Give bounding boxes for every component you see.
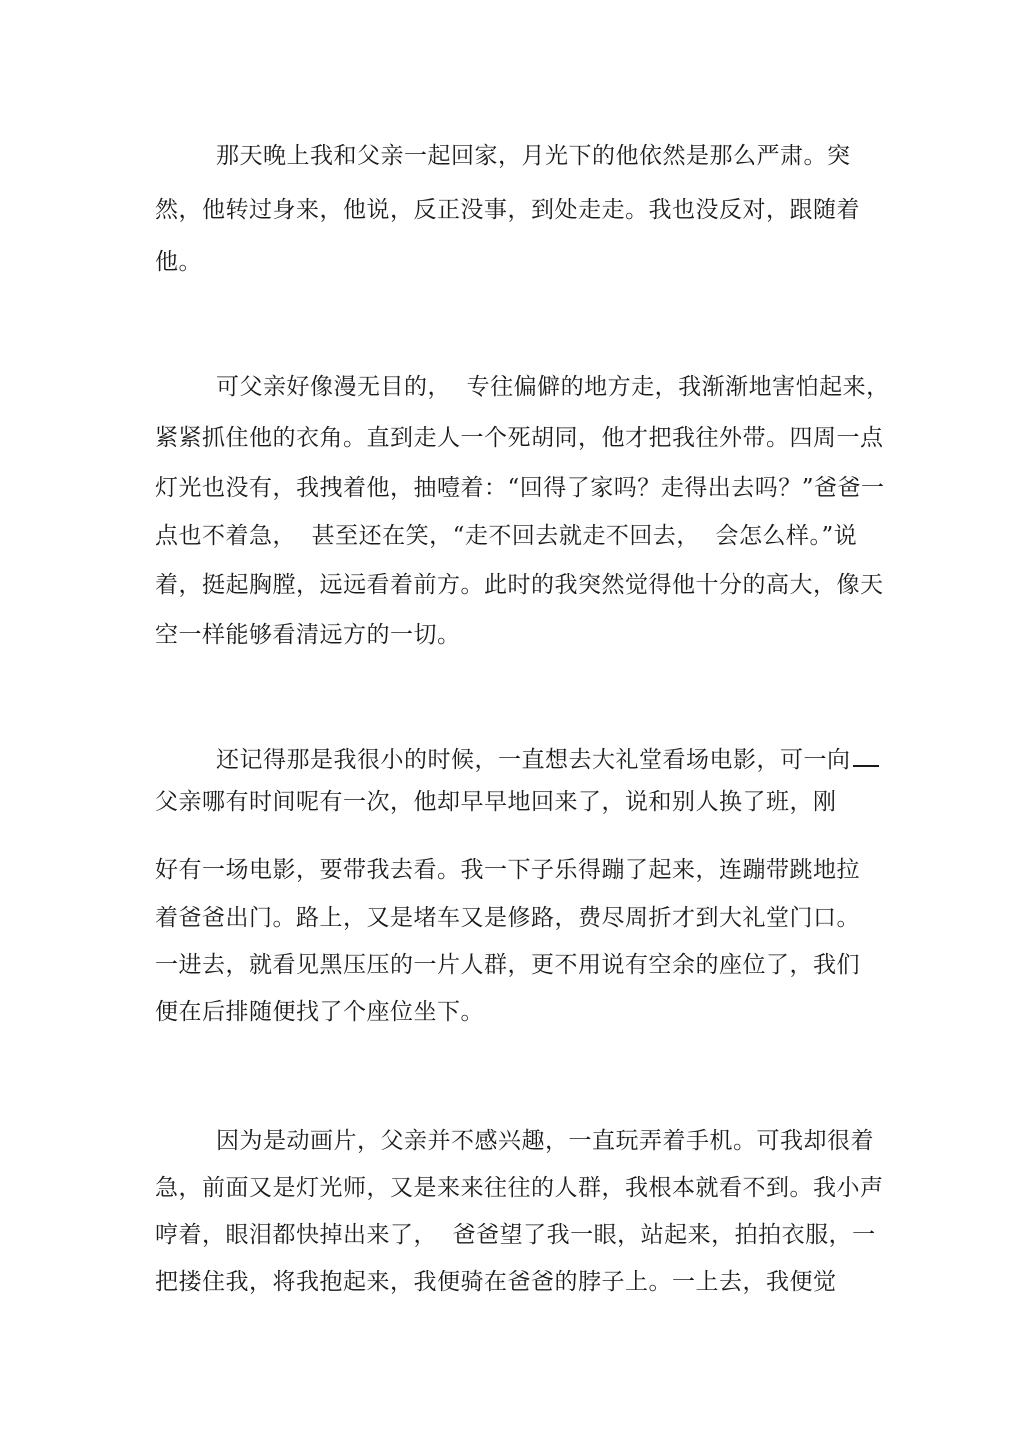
paragraph-4-line-2: 急，前面又是灯光师，又是来来往往的人群，我根本就看不到。我小声 xyxy=(155,1175,884,1201)
paragraph-2-line-4: 点也不着急， 甚至还在笑，“走不回去就走不回去， 会怎么样。”说 xyxy=(155,523,858,549)
paragraph-3-line-3: 好有一场电影，要带我去看。我一下子乐得蹦了起来，连蹦带跳地拉 xyxy=(155,857,860,883)
paragraph-3-line-2: 父亲哪有时间呢有一次，他却早早地回来了，说和别人换了班，刚 xyxy=(155,789,837,815)
paragraph-3-line-4: 着爸爸出门。路上，又是堵车又是修路，费尽周折才到大礼堂门口。 xyxy=(155,905,860,931)
paragraph-2-line-5: 着，挺起胸膛，远远看着前方。此时的我突然觉得他十分的高大，像天 xyxy=(155,572,884,598)
paragraph-4-line-4: 把搂住我，将我抱起来，我便骑在爸爸的脖子上。一上去，我便觉 xyxy=(155,1269,837,1295)
paragraph-2-line-3: 灯光也没有，我拽着他，抽噎着：“回得了家吗？走得出去吗？”爸爸一 xyxy=(155,475,885,501)
paragraph-3-line-1-text: 还记得那是我很小的时候，一直想去大礼堂看场电影，可一向 xyxy=(216,747,851,773)
paragraph-3-line-5: 一进去，就看见黑压压的一片人群，更不用说有空余的座位了，我们 xyxy=(155,952,860,978)
paragraph-1-line-3: 他。 xyxy=(155,249,202,275)
paragraph-4-line-1: 因为是动画片，父亲并不感兴趣，一直玩弄着手机。可我却很着 xyxy=(216,1128,874,1154)
fill-in-blank-underline xyxy=(853,743,879,767)
paragraph-1-line-1: 那天晚上我和父亲一起回家，月光下的他依然是那么严肃。突 xyxy=(216,143,851,169)
paragraph-4-line-3: 哼着，眼泪都快掉出来了， 爸爸望了我一眼，站起来，拍拍衣服，一 xyxy=(155,1222,876,1248)
paragraph-1-line-2: 然，他转过身来，他说，反正没事，到处走走。我也没反对，跟随着 xyxy=(155,197,860,223)
paragraph-2-line-1: 可父亲好像漫无目的， 专往偏僻的地方走，我渐渐地害怕起来， xyxy=(216,374,890,400)
paragraph-2-line-6: 空一样能够看清远方的一切。 xyxy=(155,622,461,648)
paragraph-3-line-6: 便在后排随便找了个座位坐下。 xyxy=(155,999,484,1025)
paragraph-3-line-1 xyxy=(216,743,879,773)
paragraph-2-line-2: 紧紧抓住他的衣角。直到走人一个死胡同，他才把我往外带。四周一点 xyxy=(155,425,884,451)
